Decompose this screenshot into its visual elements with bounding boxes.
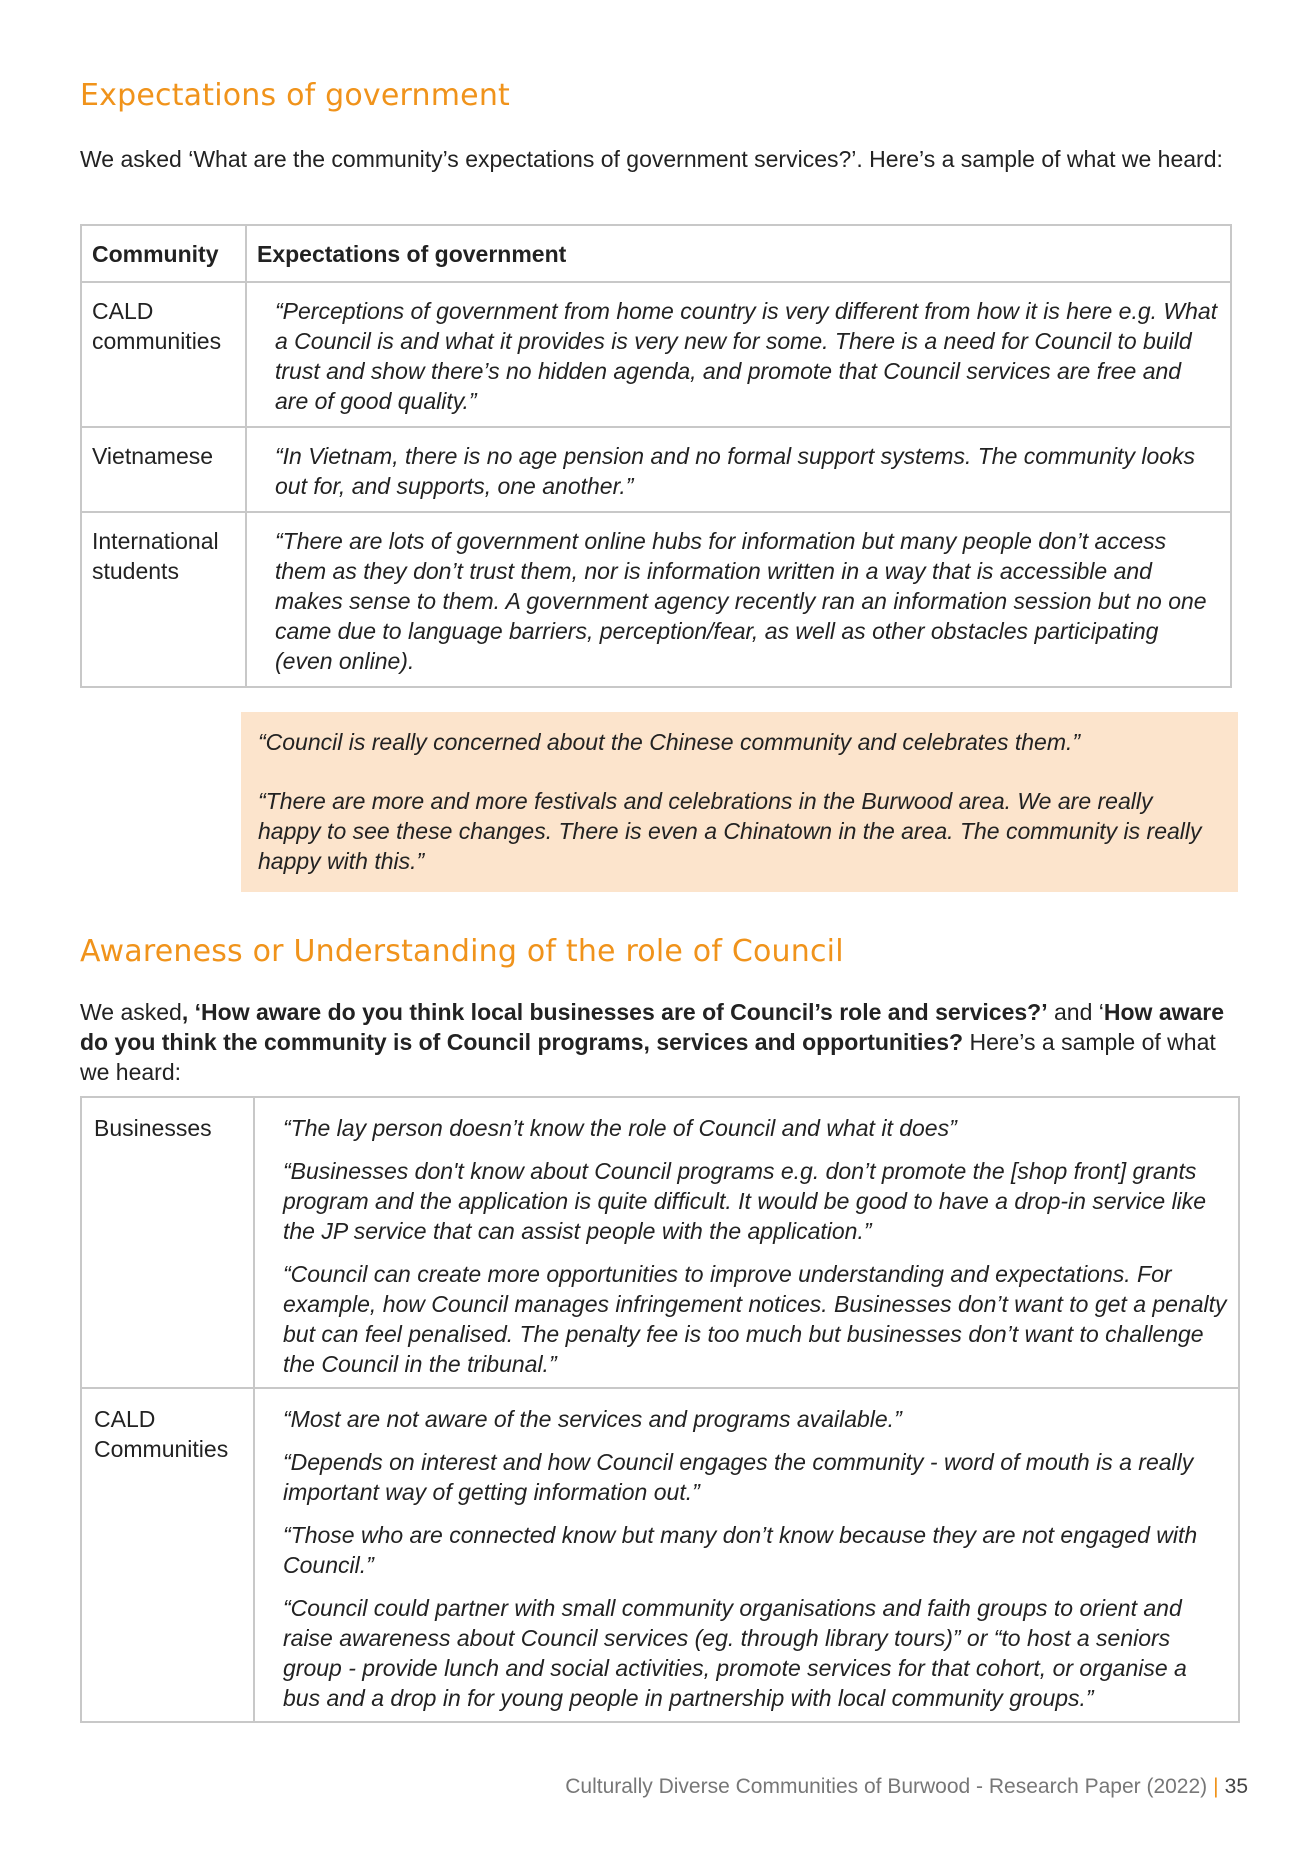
expectations-table — [80, 224, 1232, 688]
quotes-cell — [254, 1388, 1239, 1722]
table-row — [81, 1388, 1239, 1722]
callout-quote: “There are more and more festivals and celebrations in the Burwood area. We are really happy to see these changes. There is even a Chinatown in the area. The community is really happy with this.” — [258, 788, 1202, 874]
quote-cell: “There are lots of government online hubs for information but many people don’t access them as they don’t trust them, nor is information written in a way that is accessible and makes sense to them. A government agency recently ran an information session but no one came due to language barriers, perception/fear, as well as other obstacles participating (even online). — [246, 512, 1231, 687]
quote: “Those who are connected know but many don’t know because they are not engaged with Council.” — [283, 1522, 1198, 1578]
quote-cell: “In Vietnam, there is no age pension and no formal support systems. The community looks out for, and supports, one another.” — [246, 427, 1231, 512]
section-heading-awareness: Awareness or Understanding of the role of Council — [80, 934, 844, 969]
community-cell: CALD communities — [81, 282, 246, 427]
intro-text: We asked — [80, 999, 182, 1025]
table-header-community: Community — [81, 225, 246, 282]
section-heading-expectations: Expectations of government — [80, 78, 511, 113]
intro-text: Here’s a sample of what we heard: — [80, 1029, 1216, 1085]
page-number: 35 — [1224, 1775, 1248, 1798]
table-row — [81, 427, 1231, 512]
section-intro-expectations: We asked ‘What are the community’s expectations of government services?’. Here’s a sample of what we heard: — [80, 146, 1223, 172]
quote: “The lay person doesn’t know the role of Council and what it does” — [283, 1115, 957, 1141]
intro-text: and ‘ — [1047, 999, 1104, 1025]
quote-callout — [241, 712, 1238, 892]
footer-title: Culturally Diverse Communities of Burwood - Research Paper (2022) — [565, 1775, 1208, 1798]
quote: “Council can create more opportunities to improve understanding and expectations. For example, how Council manages infringement notices. Businesses don’t want to get a penalty but can feel penalised. The penalty fee is too much but businesses don’t want to challenge the Council in the tribunal.” — [283, 1261, 1227, 1377]
group-cell: CALD Communities — [81, 1388, 254, 1722]
table-header-expectations: Expectations of government — [246, 225, 1231, 282]
page-footer — [565, 1775, 1248, 1799]
quote: “Depends on interest and how Council engages the community - word of mouth is a really important way of getting information out.” — [283, 1449, 1194, 1505]
table-row — [81, 282, 1231, 427]
quotes-cell — [254, 1097, 1239, 1388]
quote-cell: “Perceptions of government from home country is very different from how it is here e.g. What a Council is and what it provides is very new for some. There is a need for Council to build trust and show there’s no hidden agenda, and promote that Council services are free and are of good quality.” — [246, 282, 1231, 427]
table-header-row — [81, 225, 1231, 282]
awareness-table — [80, 1096, 1240, 1723]
section-intro-awareness — [80, 997, 1230, 1087]
group-cell: Businesses — [81, 1097, 254, 1388]
callout-quote: “Council is really concerned about the Chinese community and celebrates them.” — [258, 729, 1081, 755]
intro-question-community: How aware do you think the community is of Council programs, services and opportunities? — [80, 999, 1225, 1055]
community-cell: International students — [81, 512, 246, 687]
quote: “Most are not aware of the services and programs available.” — [283, 1406, 902, 1432]
footer-separator: | — [1213, 1775, 1219, 1798]
table-row — [81, 512, 1231, 687]
intro-question-businesses: , ‘How aware do you think local businesses are of Council’s role and services?’ — [181, 999, 1048, 1025]
community-cell: Vietnamese — [81, 427, 246, 512]
table-row — [81, 1097, 1239, 1388]
quote: “Businesses don't know about Council programs e.g. don’t promote the [shop front] grants program and the application is quite difficult. It would be good to have a drop-in service like the JP service that can assist people with the application.” — [283, 1158, 1207, 1244]
quote: “Council could partner with small community organisations and faith groups to orient and raise awareness about Council services (eg. through library tours)” or “to host a seniors group - provide lunch and social activities, promote services for that cohort, or organise a bus and a drop in for young people in partnership with local community groups.” — [283, 1595, 1187, 1711]
